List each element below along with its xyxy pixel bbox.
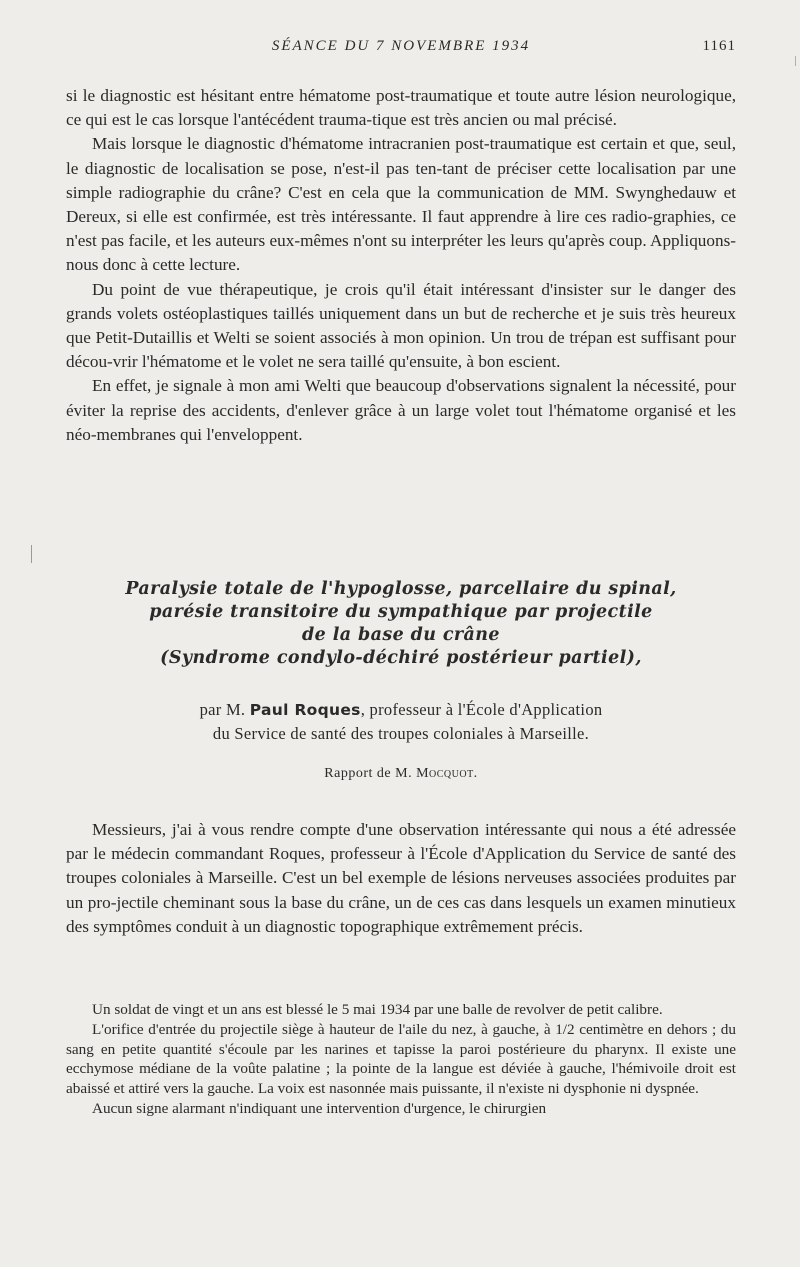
byline-line-1	[66, 698, 736, 722]
scan-edge-mark	[795, 56, 796, 66]
report-line	[66, 766, 736, 782]
observation-paragraph-3: Aucun signe alarmant n'indiquant une intervention d'urgence, le chirurgien	[92, 1099, 547, 1117]
intro-paragraph-2: Mais lorsque le diagnostic d'hématome intracranien post-traumatique est certain et que, seul, le diagnostic de localisation se pose, n'est-il pas ten-tant de préciser cette localisation par une simple radiographie du crâne? C'est en cela que la communication de MM. Swynghedauw et Dereux, si elle est confirmée, est très intéressante. Il faut apprendre à lire ces radio-graphies, ce n'est pas facile, et les auteurs eux-mêmes n'ont su interpréter les leurs qu'après coup. Appliquons-nous donc à cette lecture.	[66, 134, 736, 275]
page-number: 1161	[702, 38, 736, 54]
running-title: SÉANCE DU 7 NOVEMBRE 1934	[271, 38, 531, 54]
intro-paragraph-3: Du point de vue thérapeutique, je crois qu'il était intéressant d'insister sur le danger des grands volets ostéoplastiques taillés uniquement dans un but de recherche et je suis très heureux que Petit-Dutaillis et Welti se soient associés à mon opinion. Un trou de trépan est suffisant pour décou-vrir l'hématome et le volet ne sera taillé qu'ensuite, à bon escient.	[66, 279, 736, 372]
observation-paragraph-1: Un soldat de vingt et un ans est blessé le 5 mai 1934 par une balle de revolver de petit calibre.	[92, 1001, 663, 1018]
intro-paragraph-1: si le diagnostic est hésitant entre hématome post-traumatique et toute autre lésion neurologique, ce qui est le cas lorsque l'antécédent trauma-tique est très ancien ou mal précisé.	[66, 86, 736, 130]
running-head	[66, 38, 736, 60]
title-line-3: de la base du crâne	[302, 625, 500, 645]
byline-line-2: du Service de santé des troupes coloniales à Marseille.	[212, 724, 590, 743]
article-title	[66, 578, 736, 670]
intro-text	[66, 84, 736, 447]
body-paragraph-1: Messieurs, j'ai à vous rendre compte d'une observation intéressante qui nous a été adressée par le médecin commandant Roques, professeur à l'École d'Application du Service de santé des troupes coloniales à Marseille. C'est un bel exemple de lésions nerveuses associées produites par un pro-jectile cheminant sous la base du crâne, un de ces cas dans lesquels un examen minutieux des symptômes conduit à un diagnostic topographique extrêmement précis.	[66, 820, 736, 936]
margin-mark	[31, 545, 32, 563]
intro-paragraph-4: En effet, je signale à mon ami Welti que beaucoup d'observations signalent la nécessité, pour éviter la reprise des accidents, d'enlever grâce à un large volet tout l'hématome organisé et les néo-membranes qui l'enveloppent.	[66, 376, 736, 444]
observation-text	[66, 1000, 736, 1119]
byline	[66, 698, 736, 746]
title-line-1: Paralysie totale de l'hypoglosse, parcellaire du spinal,	[125, 579, 677, 599]
title-line-2: parésie transitoire du sympathique par projectile	[149, 602, 653, 622]
observation-paragraph-2: L'orifice d'entrée du projectile siège à hauteur de l'aile du nez, à gauche, à 1/2 centimètre en dehors ; du sang en petite quantité s'écoule par les narines et tapisse la paroi postérieure du pharynx. Il existe une ecchymose médiane de la voûte palatine ; la pointe de la langue est déviée à gauche, l'hémivoile droit est abaissé et attiré vers la gauche. La voix est nasonnée mais puissante, il n'existe ni dysphonie ni dyspnée.	[66, 1020, 736, 1098]
author-name: Paul Roques	[249, 701, 361, 719]
byline-rest: , professeur à l'École d'Application	[360, 700, 603, 719]
report-body	[66, 818, 736, 939]
report-prefix: Rapport de M.	[324, 766, 413, 781]
byline-prefix: par M.	[199, 700, 246, 719]
report-author: Mocquot.	[416, 766, 478, 781]
title-line-4: (Syndrome condylo-déchiré postérieur partiel),	[160, 648, 642, 668]
